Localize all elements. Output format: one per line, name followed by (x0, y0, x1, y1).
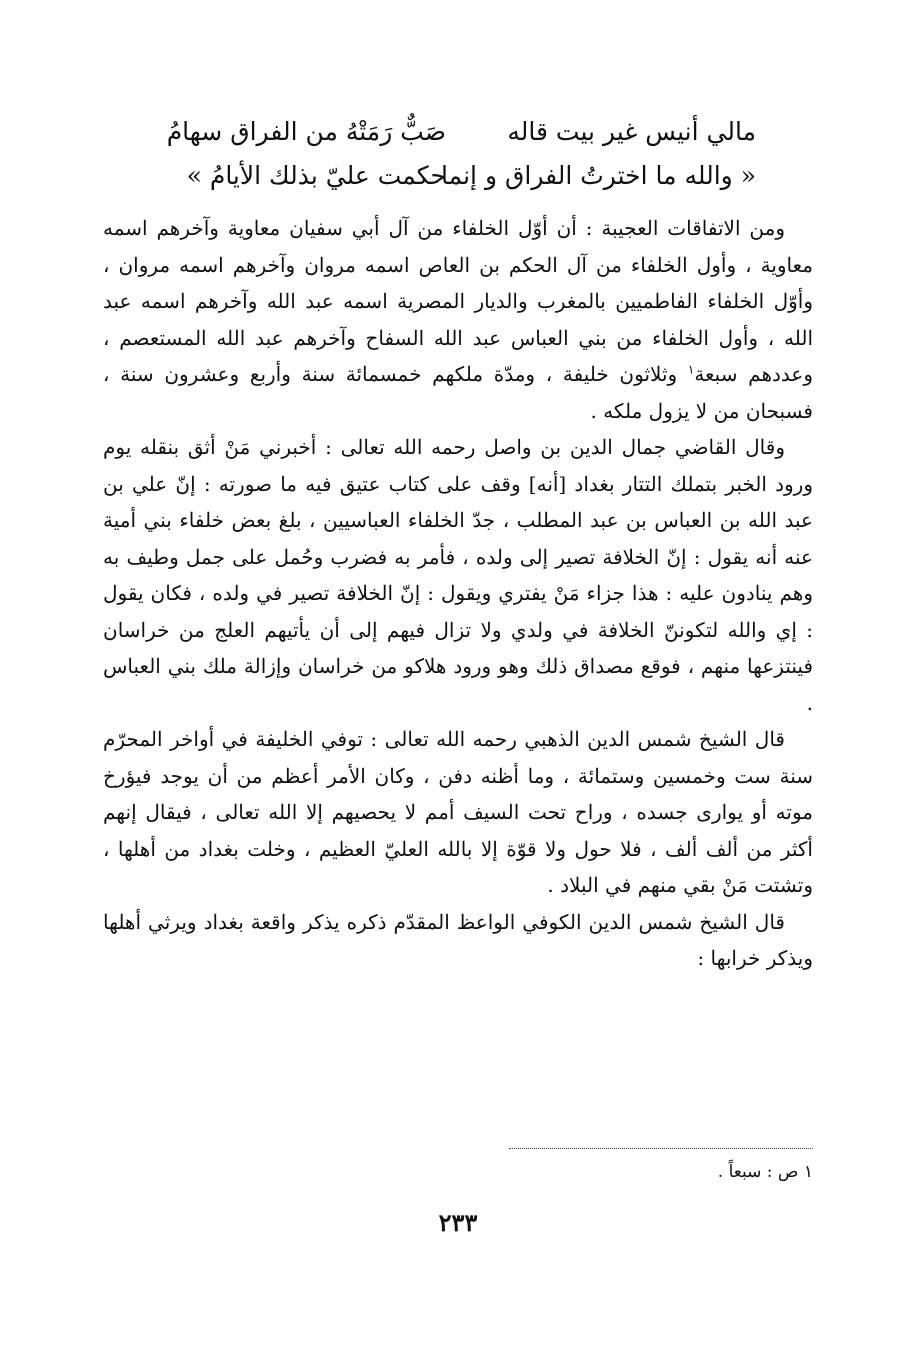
paragraph: وقال القاضي جمال الدين بن واصل رحمه الله تعالى : أخبرني مَنْ أثق بنقله يوم ورود الخبر بتملك التتار بغداد [أنه] وقف على كتاب عتيق فيه ما صورته : إنّ علي بن عبد الله بن العباس بن عبد المطلب ، جدّ الخلفاء العباسيين ، بلغ بعض خلفاء بني أمية عنه أنه يقول : إنّ الخلافة تصير إلى ولده ، فأمر به فضرب وحُمل على جمل وطيف به وهم ينادون عليه : هذا جزاء مَنْ يفتري ويقول : إنّ الخلافة تصير في ولده ، فكان يقول : إي والله لتكوننّ الخلافة في ولدي ولا تزال فيهم إلى أن يأتيهم العلج من خراسان فينتزعها منهم ، فوقع مصداق ذلك وهو ورود هلاكو من خراسان وإزالة ملك بني العباس . (103, 435, 813, 715)
verse-first-hemistich: مالي أنيس غير بيت قاله (507, 117, 756, 146)
footnote: ١ ص : سبعاً . (717, 1162, 813, 1182)
footnote-separator (509, 1148, 813, 1149)
verse-first-hemistich: « والله ما اخترتُ الفراق و إنما (441, 161, 756, 190)
paragraph-text: وثلاثون خليفة ، ومدّة ملكهم خمسمائة سنة وأربع وعشرون سنة ، فسبحان من لا يزول ملكه . (103, 362, 813, 423)
main-text (103, 210, 813, 977)
paragraph: قال الشيخ شمس الدين الذهبي رحمه الله تعالى : توفي الخليفة في أواخر المحرّم سنة ست وخمسين وستمائة ، وما أظنه دفن ، وكان الأمر أعظم من أن يوجد فيؤرخ موته أو يوارى جسده ، وراح تحت السيف أمم لا يحصيهم إلا الله تعالى ، فيقال إنهم أكثر من ألف ألف ، فلا حول ولا قوّة إلا بالله العليّ العظيم ، وخلت بغداد من أهلها ، وتشتت مَنْ بقي منهم في البلاد . (103, 727, 813, 897)
paragraph-text: ومن الاتفاقات العجيبة : أن أوّل الخلفاء من آل أبي سفيان معاوية وآخرهم اسمه معاوية ، وأول الخلفاء من آل الحكم بن العاص اسمه مروان وآخرهم اسمه مروان ، وأوّل الخلفاء الفاطميين بالمغرب والديار المصرية اسمه عبد الله وآخرهم اسمه عبد الله ، وأول الخلفاء من بني العباس عبد الله السفاح وآخرهم عبد الله المستعصم ، وعددهم سبعة (103, 216, 814, 386)
verse-second-hemistich: حكمت عليّ بذلك الأيامُ » (186, 161, 446, 190)
paragraph: قال الشيخ شمس الدين الكوفي الواعظ المقدّم ذكره يذكر واقعة بغداد ويرثي أهلها ويذكر خرابها : (103, 909, 813, 970)
page-number: ٢٣٣ (438, 1208, 478, 1237)
paragraph (103, 210, 813, 429)
footnote-reference: ١ (687, 362, 695, 377)
verse-second-hemistich: صَبٌّ رَمَتْهُ من الفراق سهامُ (166, 117, 446, 146)
